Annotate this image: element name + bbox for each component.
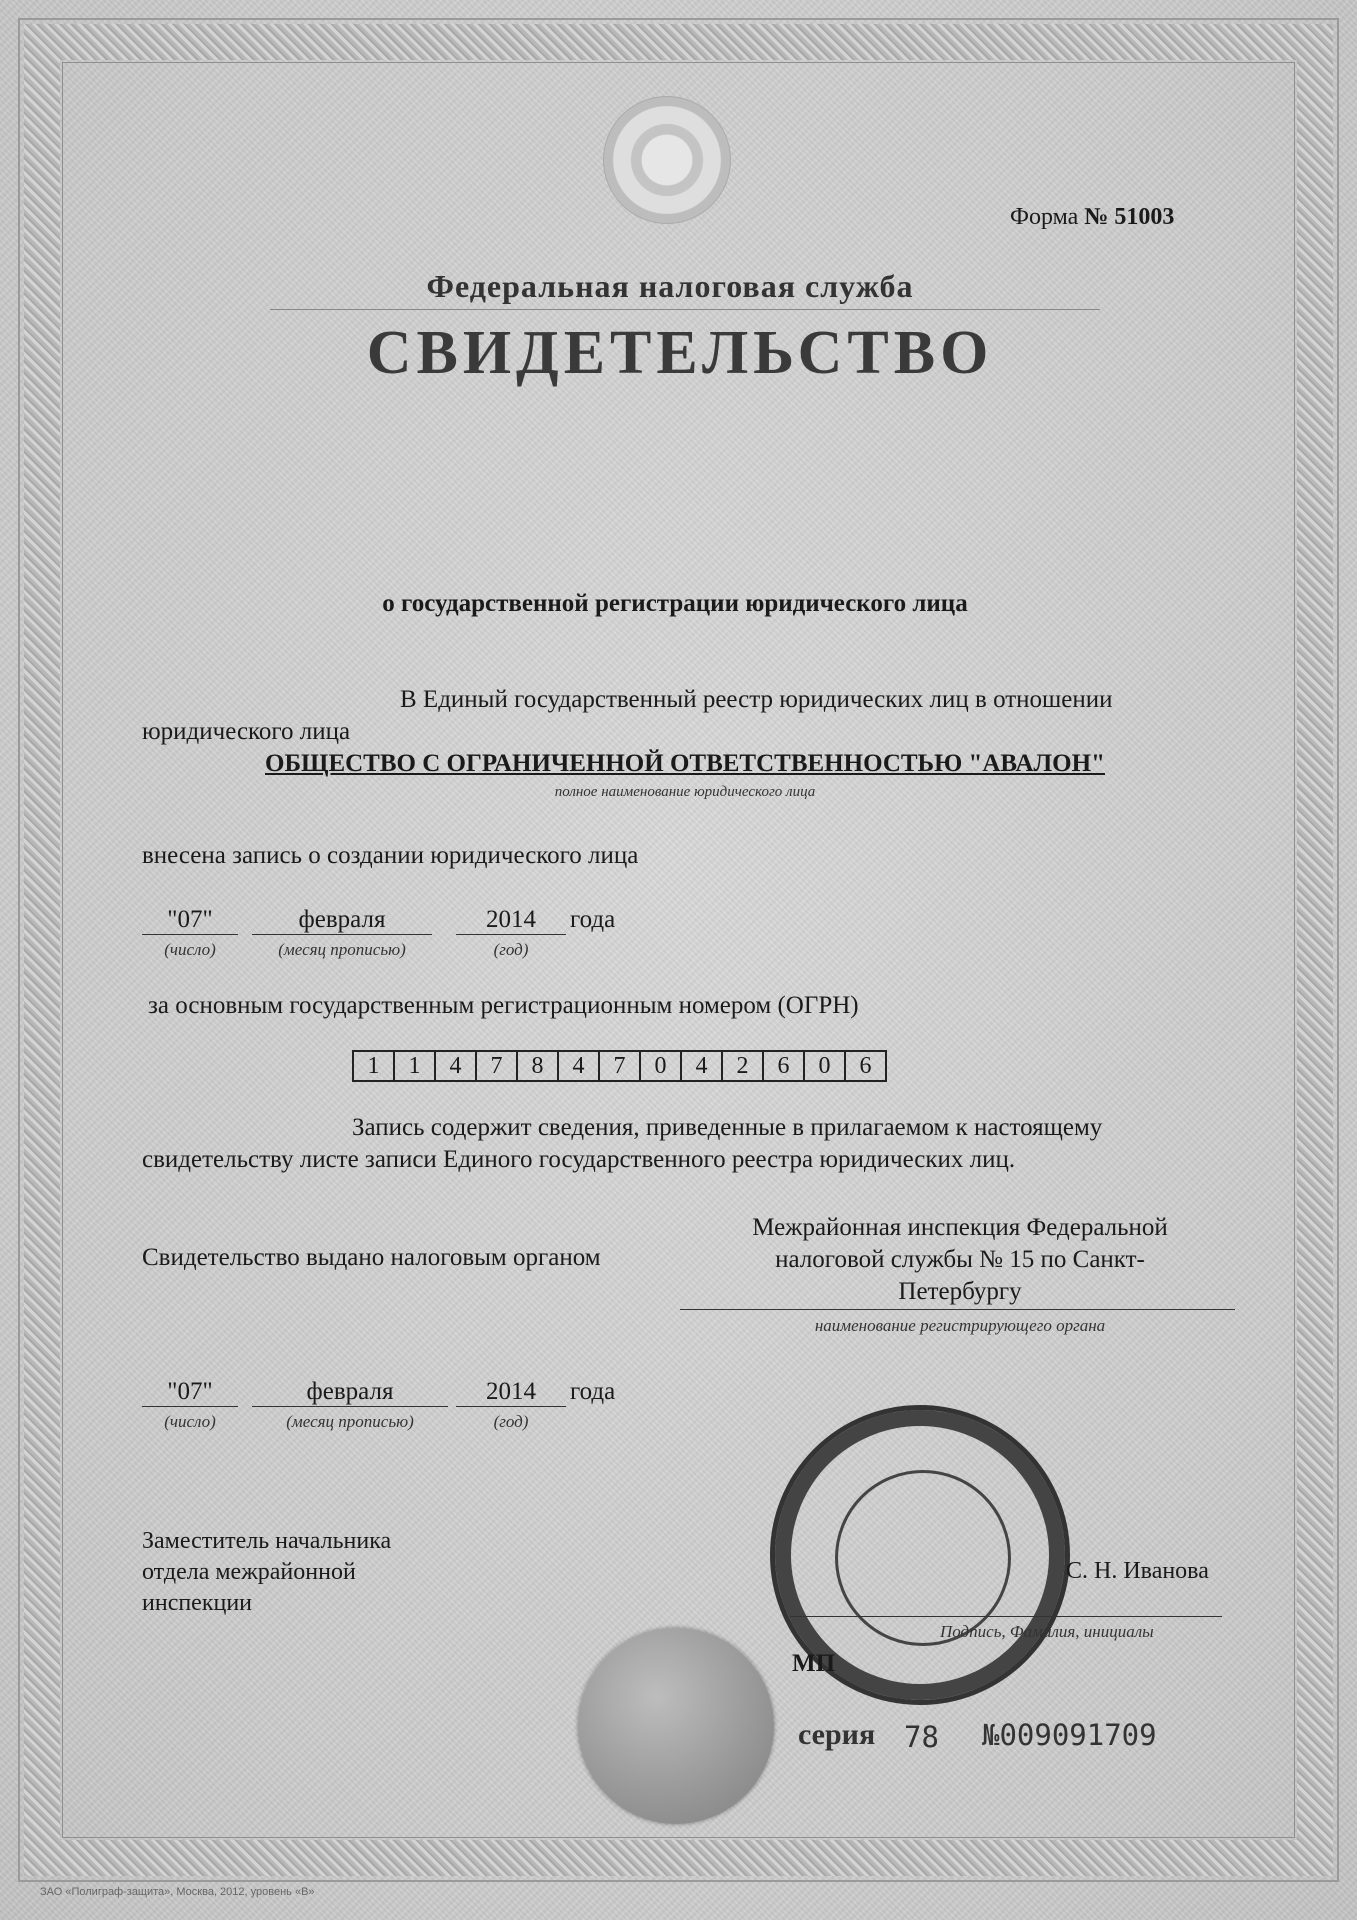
ogrn-table bbox=[352, 1050, 887, 1082]
record-line-2: свидетельству листе записи Единого государственного реестра юридических лиц. bbox=[142, 1146, 1016, 1173]
signer-name: С. Н. Иванова bbox=[1066, 1558, 1209, 1584]
date1-month-caption: (месяц прописью) bbox=[278, 940, 406, 959]
issuer-line-3: Петербургу bbox=[898, 1278, 1022, 1305]
ogrn-digit: 7 bbox=[476, 1051, 517, 1081]
date2-month: февраля bbox=[252, 1378, 448, 1407]
record-line-1: Запись содержит сведения, приведенные в прилагаемом к настоящему bbox=[352, 1114, 1103, 1141]
ogrn-digit: 7 bbox=[599, 1051, 640, 1081]
date2-year-suffix: года bbox=[570, 1378, 616, 1405]
signature-caption: Подпись, Фамилия, инициалы bbox=[940, 1622, 1154, 1641]
issuer-line-2: налоговой службы № 15 по Санкт- bbox=[775, 1246, 1145, 1273]
ogrn-digit: 4 bbox=[681, 1051, 722, 1081]
document-number: №009091709 bbox=[982, 1718, 1157, 1752]
ogrn-digit: 0 bbox=[804, 1051, 845, 1081]
date2-year: 2014 bbox=[456, 1378, 566, 1407]
ogrn-digit: 4 bbox=[435, 1051, 476, 1081]
entity-name: ОБЩЕСТВО С ОГРАНИЧЕННОЙ ОТВЕТСТВЕННОСТЬЮ "АВАЛОН" bbox=[265, 750, 1105, 777]
issuer-underline bbox=[680, 1309, 1235, 1310]
issuer-name bbox=[680, 1212, 1240, 1308]
date1-day-caption: (число) bbox=[164, 940, 216, 959]
form-number-value: № 51003 bbox=[1084, 204, 1175, 230]
ogrn-label: за основным государственным регистрационным номером (ОГРН) bbox=[148, 992, 859, 1019]
document-subtitle: о государственной регистрации юридического лица bbox=[382, 590, 968, 617]
issuer-line-1: Межрайонная инспекция Федеральной bbox=[752, 1214, 1168, 1241]
signer-title-line-3: инспекции bbox=[142, 1590, 253, 1616]
signature-line bbox=[790, 1616, 1222, 1617]
date2-day-caption: (число) bbox=[164, 1412, 216, 1431]
series-value: 78 bbox=[904, 1720, 939, 1754]
signer-title-line-2: отдела межрайонной bbox=[142, 1559, 356, 1585]
issuer-caption: наименование регистрирующего органа bbox=[814, 1316, 1106, 1335]
document-title: СВИДЕТЕЛЬСТВО bbox=[366, 319, 994, 387]
entity-name-caption: полное наименование юридического лица bbox=[554, 784, 816, 800]
ogrn-digit: 8 bbox=[517, 1051, 558, 1081]
agency-name: Федеральная налоговая служба bbox=[426, 268, 914, 304]
date1-year-caption: (год) bbox=[493, 940, 529, 959]
series-label: серия bbox=[798, 1718, 876, 1751]
intro-line-1: В Единый государственный реестр юридических лиц в отношении bbox=[400, 686, 1113, 713]
ogrn-row bbox=[353, 1051, 886, 1081]
form-number bbox=[1010, 204, 1174, 231]
date2-year-caption: (год) bbox=[493, 1412, 529, 1431]
date2-month-caption: (месяц прописью) bbox=[286, 1412, 414, 1431]
date1-year: 2014 bbox=[456, 906, 566, 935]
emblem-icon bbox=[603, 96, 731, 224]
intro-line-2: юридического лица bbox=[142, 718, 351, 745]
date2-day: "07" bbox=[142, 1378, 238, 1407]
printer-footer: ЗАО «Полиграф-защита», Москва, 2012, уровень «В» bbox=[40, 1886, 315, 1898]
stamp-eagle-icon bbox=[835, 1470, 1011, 1646]
ogrn-digit: 1 bbox=[394, 1051, 435, 1081]
ogrn-digit: 6 bbox=[763, 1051, 804, 1081]
ogrn-digit: 4 bbox=[558, 1051, 599, 1081]
entry-text: внесена запись о создании юридического лица bbox=[142, 842, 639, 869]
hologram-icon bbox=[578, 1628, 774, 1824]
issued-by-label: Свидетельство выдано налоговым органом bbox=[142, 1244, 601, 1271]
date1-day: "07" bbox=[142, 906, 238, 935]
form-label: Форма bbox=[1010, 204, 1079, 230]
mp-label: МП bbox=[792, 1650, 836, 1677]
date1-month: февраля bbox=[252, 906, 432, 935]
ogrn-digit: 1 bbox=[353, 1051, 394, 1081]
ogrn-digit: 2 bbox=[722, 1051, 763, 1081]
ogrn-digit: 0 bbox=[640, 1051, 681, 1081]
date1-year-suffix: года bbox=[570, 906, 616, 933]
signer-title bbox=[142, 1526, 391, 1619]
ogrn-digit: 6 bbox=[845, 1051, 886, 1081]
agency-underline bbox=[270, 309, 1100, 310]
signer-title-line-1: Заместитель начальника bbox=[142, 1528, 392, 1554]
